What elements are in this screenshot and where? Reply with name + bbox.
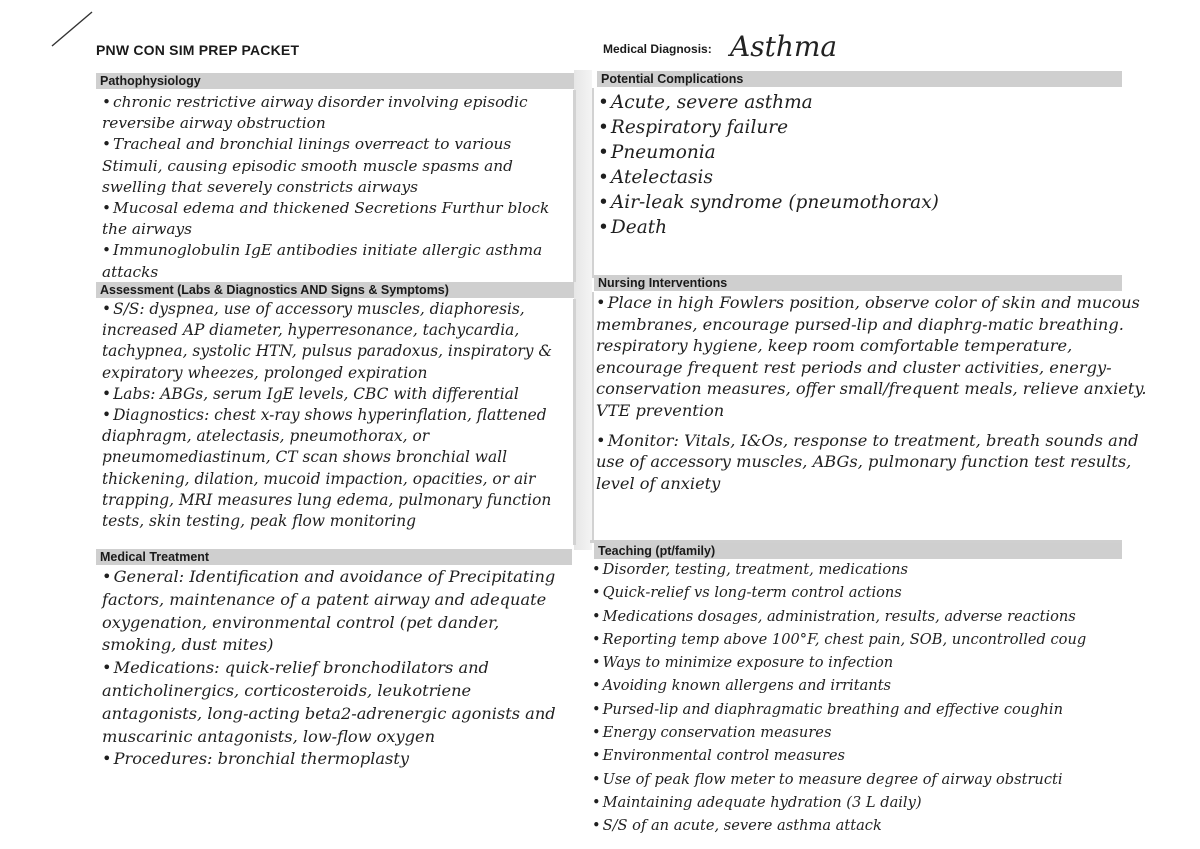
list-item: • Use of peak flow meter to measure degree of airway obstructi: [592, 768, 1156, 791]
column-divider: [574, 70, 592, 550]
list-item: • Acute, severe asthma: [598, 90, 1118, 115]
list-item: • Medications: quick-relief bronchodilators and anticholinergics, corticosteroids, leukotriene antagonists, long-acting beta2-adrenergic agonists and muscarinic antagonists, low-flow oxygen: [102, 657, 572, 748]
list-item: • Quick-relief vs long-term control actions: [592, 581, 1156, 604]
list-item: • Respiratory failure: [598, 115, 1118, 140]
list-item: • chronic restrictive airway disorder involving episodic reversibe airway obstruction: [102, 92, 569, 134]
complications-heading: Potential Complications: [597, 71, 1122, 87]
list-item: • S/S: dyspnea, use of accessory muscles, diaphoresis, increased AP diameter, hyperresonance, tachycardia, tachypnea, systolic HTN, pulsus paradoxus, inspiratory & expiratory wheezes, prolonged expiration: [102, 299, 569, 384]
list-item: • Labs: ABGs, serum IgE levels, CBC with differential: [102, 384, 569, 405]
list-item: • Death: [598, 215, 1118, 240]
list-item: • Ways to minimize exposure to infection: [592, 651, 1156, 674]
list-item: • Maintaining adequate hydration (3 L daily): [592, 791, 1156, 814]
list-item: • Immunoglobulin IgE antibodies initiate allergic asthma attacks: [102, 240, 569, 282]
list-item: • Procedures: bronchial thermoplasty: [102, 748, 572, 771]
medical-treatment-heading: Medical Treatment: [96, 549, 572, 565]
list-item: • Place in high Fowlers position, observe color of skin and mucous membranes, encourage pursed-lip and diaphrg-matic breathing. respiratory hygiene, keep room comfortable temperature, encourage frequent rest periods and cluster activities, energy-conservation measures, offer small/frequent meals, relieve anxiety. VTE prevention: [596, 292, 1153, 422]
list-item: • Pneumonia: [598, 140, 1118, 165]
list-item: • General: Identification and avoidance of Precipitating factors, maintenance of a patent airway and adequate oxygenation, environmental control (pet dander, smoking, dust mites): [102, 566, 572, 657]
teaching-section: [590, 558, 1156, 842]
list-item: • Air-leak syndrome (pneumothorax): [598, 190, 1118, 215]
assessment-section: [96, 299, 576, 545]
list-item: • Mucosal edema and thickened Secretions Furthur block the airways: [102, 198, 569, 240]
list-item: • Energy conservation measures: [592, 721, 1156, 744]
list-item: • S/S of an acute, severe asthma attack: [592, 814, 1156, 837]
teaching-heading: Teaching (pt/family): [594, 543, 1122, 559]
nursing-section: [592, 292, 1157, 540]
medical-treatment-section: [96, 566, 576, 806]
list-item: • Avoiding known allergens and irritants: [592, 674, 1156, 697]
complications-section: [592, 88, 1122, 278]
pathophysiology-section: [96, 90, 576, 282]
list-item: • Disorder, testing, treatment, medications: [592, 558, 1156, 581]
list-item: • Atelectasis: [598, 165, 1118, 190]
nursing-heading: Nursing Interventions: [594, 275, 1122, 291]
list-item: • Tracheal and bronchial linings overreact to various Stimuli, causing episodic smooth muscle spasms and swelling that severely constricts airways: [102, 134, 569, 198]
assessment-heading: Assessment (Labs & Diagnostics AND Signs & Symptoms): [96, 282, 574, 298]
list-item: • Environmental control measures: [592, 744, 1156, 767]
list-item: • Diagnostics: chest x-ray shows hyperinflation, flattened diaphragm, atelectasis, pneumothorax, or pneumomediastinum, CT scan shows bronchial wall thickening, dilation, mucoid impaction, opacities, or air trapping, MRI measures lung edema, pulmonary function tests, skin testing, peak flow monitoring: [102, 405, 569, 532]
diagnosis-label: Medical Diagnosis:: [603, 42, 712, 56]
list-item: • Pursed-lip and diaphragmatic breathing and effective coughin: [592, 698, 1156, 721]
list-item: • Medications dosages, administration, results, adverse reactions: [592, 605, 1156, 628]
packet-title: PNW CON SIM PREP PACKET: [96, 42, 300, 58]
list-item: • Reporting temp above 100°F, chest pain, SOB, uncontrolled coug: [592, 628, 1156, 651]
list-item: • Monitor: Vitals, I&Os, response to treatment, breath sounds and use of accessory muscles, ABGs, pulmonary function test results, level of anxiety: [596, 430, 1153, 495]
diagnosis-value: Asthma: [730, 30, 838, 63]
pathophysiology-heading: Pathophysiology: [96, 73, 574, 89]
